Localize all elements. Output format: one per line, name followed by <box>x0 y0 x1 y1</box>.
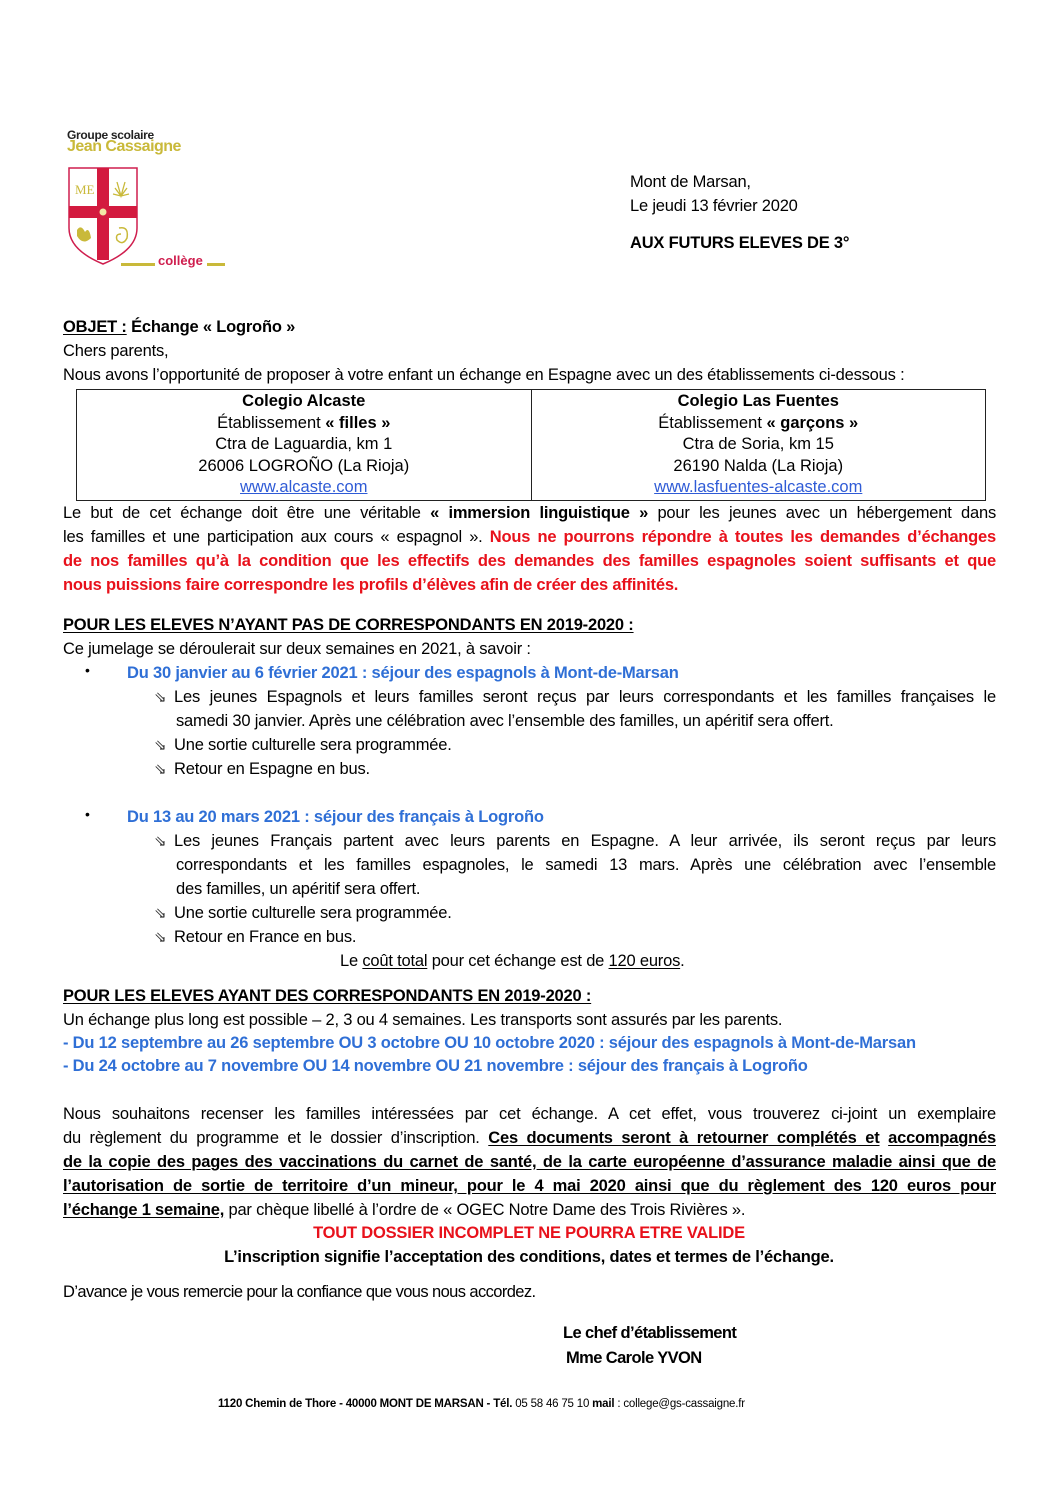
footer-mail-label: mail <box>592 1398 615 1410</box>
section2-date-2: - Du 24 octobre au 7 novembre OU 14 novembre OU 21 novembre : séjour des français à Logroño <box>63 1057 808 1075</box>
acceptance-notice: L’inscription signifie l’acceptation des conditions, dates et termes de l’échange. <box>224 1248 834 1266</box>
trip2-title: Du 13 au 20 mars 2021 : séjour des français à Logroño <box>127 808 544 826</box>
trip2-item-cont: correspondants et les familles espagnoles, le samedi 13 mars. Après une célébration avec l’ensemble <box>176 856 996 874</box>
letter-date: Le jeudi 13 février 2020 <box>630 197 798 215</box>
school-address-line2: 26006 LOGROÑO (La Rioja) <box>198 456 410 475</box>
logo-college-label: collège <box>158 253 203 268</box>
school-type: Établissement « filles » <box>217 413 391 432</box>
section1-intro: Ce jumelage se déroulerait sur deux semaines en 2021, à savoir : <box>63 640 531 658</box>
svg-text:ME: ME <box>75 182 95 197</box>
sub-bullet-arrow-icon: ⇘ <box>154 761 167 778</box>
footer-tel-label: Tél. <box>493 1398 513 1410</box>
trip1-title: Du 30 janvier au 6 février 2021 : séjour des espagnols à Mont-de-Marsan <box>127 664 679 682</box>
school-website-link[interactable]: www.alcaste.com <box>240 478 368 496</box>
school-type: Établissement « garçons » <box>658 413 859 432</box>
school-name: Colegio Alcaste <box>242 392 366 410</box>
letter-place: Mont de Marsan, <box>630 173 751 191</box>
purpose-line-4: nous puissions faire correspondre les profils d’élèves afin de créer des affinités. <box>63 576 679 594</box>
intro-paragraph: Nous avons l’opportunité de proposer à votre enfant un échange en Espagne avec un des établissements ci-dessous : <box>63 366 905 384</box>
incomplete-warning: TOUT DOSSIER INCOMPLET NE POURRA ETRE VALIDE <box>313 1224 745 1242</box>
school-website-link[interactable]: www.lasfuentes-alcaste.com <box>654 478 863 496</box>
trip1-item: ⇘ Retour en Espagne en bus. <box>154 758 370 781</box>
closing-line-5: l’échange 1 semaine, par chèque libellé à l’ordre de « OGEC Notre Dame des Trois Rivières ». <box>63 1201 746 1219</box>
greeting: Chers parents, <box>63 342 169 360</box>
subject-label: OBJET : <box>63 318 127 336</box>
section2-intro: Un échange plus long est possible – 2, 3 ou 4 semaines. Les transports sont assurés par les parents. <box>63 1011 783 1029</box>
signature-role: Le chef d’établissement <box>563 1324 737 1342</box>
schools-table <box>76 389 986 501</box>
sub-bullet-arrow-icon: ⇘ <box>154 833 167 850</box>
bullet-icon: • <box>85 806 90 822</box>
school-cell-alcaste <box>77 390 531 500</box>
sub-bullet-arrow-icon: ⇘ <box>154 689 167 706</box>
bullet-icon: • <box>85 662 90 678</box>
school-address-line1: Ctra de Laguardia, km 1 <box>215 435 393 453</box>
footer-tel: 05 58 46 75 10 <box>512 1398 593 1410</box>
shield-crest-icon <box>67 166 139 266</box>
letter-recipients: AUX FUTURS ELEVES DE 3° <box>630 234 850 252</box>
thanks-line: D’avance je vous remercie pour la confiance que vous nous accordez. <box>63 1283 536 1301</box>
closing-line-3: de la copie des pages des vaccinations du carnet de santé, de la carte européenne d’assurance maladie ainsi que de <box>63 1153 996 1171</box>
logo-divider-left <box>121 263 155 266</box>
section1-title: POUR LES ELEVES N’AYANT PAS DE CORRESPONDANTS EN 2019-2020 : <box>63 616 634 634</box>
footer-mail[interactable]: : college@gs-cassaigne.fr <box>614 1398 745 1410</box>
school-name: Colegio Las Fuentes <box>677 392 839 410</box>
subject-text: Échange « Logroño » <box>126 318 296 336</box>
trip2-item-cont: des familles, un apéritif sera offert. <box>176 880 421 898</box>
trip2-item: ⇘ Une sortie culturelle sera programmée. <box>154 902 452 925</box>
trip1-item: ⇘ Les jeunes Espagnols et leurs familles seront reçus par leurs correspondants et les familles françaises le <box>154 686 996 709</box>
purpose-line-1: Le but de cet échange doit être une véritable « immersion linguistique » pour les jeunes avec un hébergement dans <box>63 504 996 522</box>
logo-divider-right <box>207 263 225 266</box>
school-address-line2: 26190 Nalda (La Rioja) <box>673 456 844 475</box>
footer-contact <box>218 1398 745 1410</box>
closing-line-2: du règlement du programme et le dossier d’inscription. Ces documents seront à retourner complétés et accompagnés <box>63 1129 996 1147</box>
total-cost: Le coût total pour cet échange est de 120 euros. <box>340 952 685 970</box>
sub-bullet-arrow-icon: ⇘ <box>154 905 167 922</box>
school-address-line1: Ctra de Soria, km 15 <box>682 435 834 453</box>
footer-address: 1120 Chemin de Thore - 40000 MONT DE MARSAN - <box>218 1398 494 1410</box>
logo-line1: Groupe scolaire <box>67 128 154 142</box>
purpose-line-2: les familles et une participation aux cours « espagnol ». Nous ne pourrons répondre à toutes les demandes d’échanges <box>63 528 997 546</box>
sub-bullet-arrow-icon: ⇘ <box>154 737 167 754</box>
school-cell-lasfuentes <box>531 390 986 500</box>
closing-line-1: Nous souhaitons recenser les familles intéressées par cet échange. A cet effet, vous trouverez ci-joint un exemplaire <box>63 1105 996 1123</box>
letter-subject <box>63 316 295 338</box>
logo-line2: Jean Cassaigne <box>67 138 181 155</box>
section2-title: POUR LES ELEVES AYANT DES CORRESPONDANTS EN 2019-2020 : <box>63 987 592 1005</box>
closing-line-4: l’autorisation de sortie de territoire d’un mineur, pour le 4 mai 2020 ainsi que du règlement des 120 euros pour <box>63 1177 996 1195</box>
trip2-item: ⇘ Les jeunes Français partent avec leurs parents en Espagne. A leur arrivée, ils seront reçus par leurs <box>154 830 996 853</box>
trip1-item-cont: samedi 30 janvier. Après une célébration avec l’ensemble des familles, un apéritif sera offert. <box>176 712 834 730</box>
sub-bullet-arrow-icon: ⇘ <box>154 929 167 946</box>
section2-date-1: - Du 12 septembre au 26 septembre OU 3 octobre OU 10 octobre 2020 : séjour des espagnols à Mont-de-Marsan <box>63 1034 916 1052</box>
purpose-line-3: de nos familles qu’à la condition que les effectifs des demandes des familles espagnoles soient suffisants et que <box>63 552 996 570</box>
trip2-item: ⇘ Retour en France en bus. <box>154 926 356 949</box>
trip1-item: ⇘ Une sortie culturelle sera programmée. <box>154 734 452 757</box>
signature-name: Mme Carole YVON <box>566 1349 702 1367</box>
